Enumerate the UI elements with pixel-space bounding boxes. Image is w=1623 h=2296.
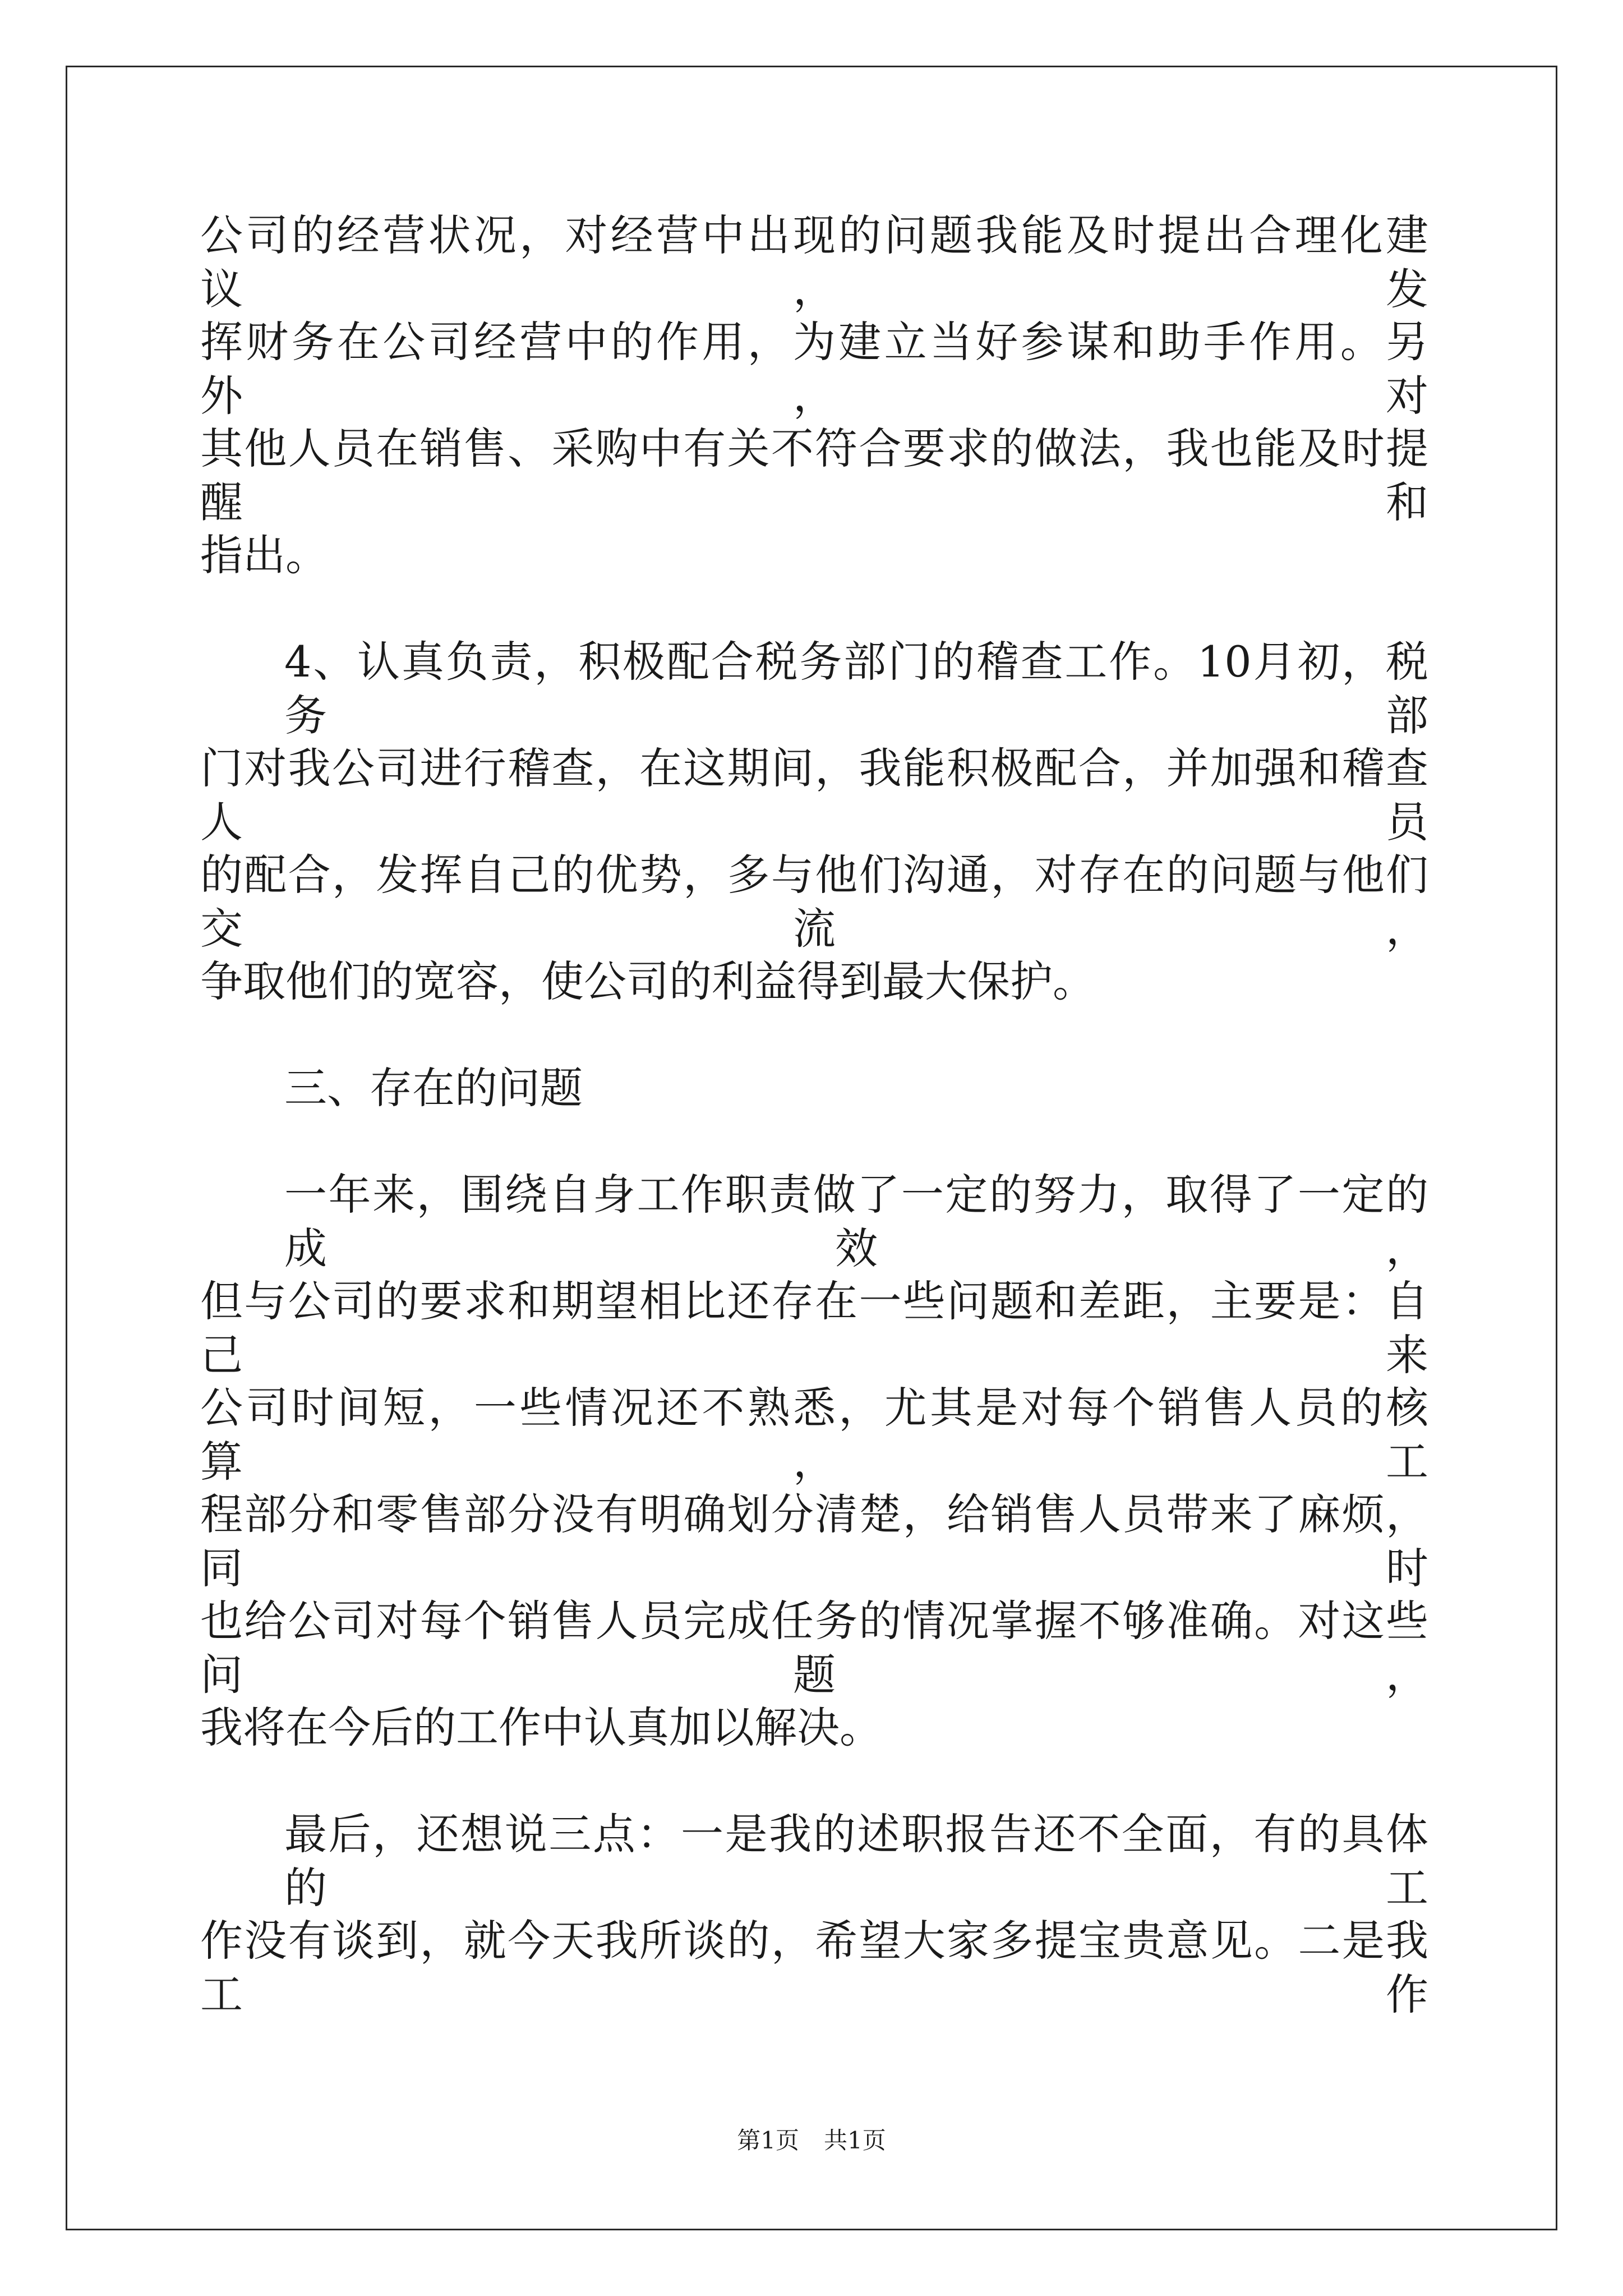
section-heading: 三、存在的问题 (284, 1063, 583, 1113)
text-line: 但与公司的要求和期望相比还存在一些问题和差距，主要是：自己来 (200, 1276, 1428, 1380)
text-line: 公司时间短，一些情况还不熟悉，尤其是对每个销售人员的核算，工 (200, 1383, 1428, 1487)
text-line: 的配合，发挥自己的优势，多与他们沟通，对存在的问题与他们交流， (200, 850, 1428, 954)
text-line: 4、认真负责，积极配合税务部门的稽查工作。10月初，税务部 (284, 637, 1428, 740)
text-line: 其他人员在销售、采购中有关不符合要求的做法，我也能及时提醒和 (200, 424, 1428, 527)
page-total: 共1页 (824, 2127, 886, 2154)
text-line: 最后，还想说三点：一是我的述职报告还不全面，有的具体的工 (284, 1809, 1428, 1913)
text-line: 争取他们的宽容，使公司的利益得到最大保护。 (200, 956, 1095, 1006)
text-line: 也给公司对每个销售人员完成任务的情况掌握不够准确。对这些问题， (200, 1596, 1428, 1700)
text-line: 程部分和零售部分没有明确划分清楚，给销售人员带来了麻烦，同时 (200, 1489, 1428, 1593)
text-line: 一年来，围绕自身工作职责做了一定的努力，取得了一定的成效， (284, 1170, 1428, 1273)
text-line: 挥财务在公司经营中的作用，为建立当好参谋和助手作用。另外，对 (200, 317, 1428, 421)
text-line: 公司的经营状况，对经营中出现的问题我能及时提出合理化建议，发 (200, 210, 1428, 314)
page-number: 第1页 (737, 2127, 799, 2154)
text-line: 我将在今后的工作中认真加以解决。 (200, 1703, 882, 1752)
page-footer (0, 2125, 1623, 2156)
text-line: 作没有谈到，就今天我所谈的，希望大家多提宝贵意见。二是我工作 (200, 1916, 1428, 2019)
text-line: 门对我公司进行稽查，在这期间，我能积极配合，并加强和稽查人员 (200, 743, 1428, 847)
text-line: 指出。 (200, 530, 328, 580)
